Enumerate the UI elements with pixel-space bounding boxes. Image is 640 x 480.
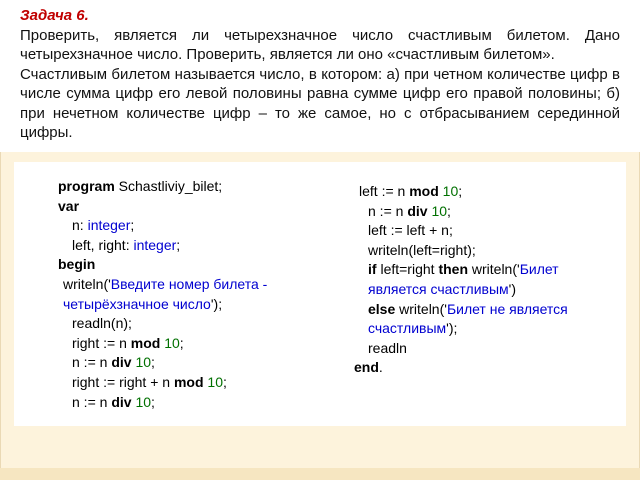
assign-text: n := n [72,393,112,410]
readln-statement: readln [368,339,407,356]
keyword: var [58,197,80,214]
keyword: end [354,359,379,376]
code-line [58,353,308,373]
semicolon: ; [179,334,184,351]
number-literal: 10 [135,393,152,410]
code-line [354,202,604,222]
program-name: Schastliviy_bilet; [114,178,223,194]
code-line [354,182,604,202]
keyword: div [111,354,132,371]
semicolon: ; [151,393,155,410]
number-literal: 10 [207,373,223,390]
string-literal: Введите номер билета - четырёхзначное число [63,275,268,312]
keyword: then [438,261,468,278]
writeln-close: '); [210,295,223,312]
type-name: integer [87,217,131,234]
code-line [354,260,604,299]
semicolon: ; [222,373,227,390]
semicolon: ; [130,217,135,234]
semicolon: ; [151,354,155,371]
code-line [58,197,308,217]
keyword: else [368,300,396,317]
code-column-left [58,177,308,412]
code-line [354,358,604,378]
assign-text: n := n [72,354,112,371]
assign-text: n := n [368,202,408,219]
writeln-open: writeln(' [63,275,111,292]
type-name: integer [133,236,177,253]
code-column-right [354,182,604,378]
code-line [58,216,308,236]
number-literal: 10 [135,354,152,371]
condition: left=right [376,261,439,278]
code-line [58,373,308,393]
writeln-open: writeln(' [395,300,447,317]
keyword: begin [58,256,96,273]
task-text [20,6,620,143]
writeln-statement: writeln(left=right); [368,241,476,258]
writeln-open: writeln(' [468,261,520,278]
code-line [58,255,308,275]
keyword: program [58,178,115,194]
task-title: Задача 6. [20,7,89,24]
semicolon: ; [458,183,463,199]
code-line [58,177,308,197]
keyword: if [368,261,377,278]
dot: . [378,359,383,376]
readln-statement: readln(n); [72,315,132,332]
number-literal: 10 [442,183,459,199]
writeln-close: ') [508,280,516,297]
code-panel [14,162,626,426]
code-line [58,334,308,354]
code-line [58,236,308,256]
writeln-close: '); [446,320,458,337]
code-line [58,393,308,413]
number-literal: 10 [164,334,180,351]
bottom-strip [0,468,640,480]
number-literal: 10 [431,202,448,219]
code-line [354,339,604,359]
assign-text: left := left + n; [368,222,453,239]
task-statement: Проверить, является ли четырехзначное число счастливым билетом. Дано четырехзначное число. Проверить, является ли оно «счастливым билетом». [20,26,620,63]
code-line [354,221,604,241]
keyword: mod [173,373,204,390]
assign-text: right := right + n [72,373,174,390]
assign-text: left := n [359,183,410,199]
code-line [58,314,308,334]
assign-text: right := n [72,334,131,351]
code-line [354,300,604,339]
semicolon: ; [176,236,181,253]
var-lr-decl: left, right: [72,236,134,253]
keyword: mod [409,183,439,199]
string-literal: Билет не является счастливым [368,300,568,337]
code-line [58,275,308,314]
task-definition: Счастливым билетом называется число, в котором: а) при четном количестве цифр в числе сумма цифр его левой половины равна сумме цифр его правой половины; б) при нечетном количестве цифр – то же самое, но с отбрасыванием серединной цифры. [20,65,620,141]
string-literal: Билет является счастливым [368,261,559,297]
keyword: mod [130,334,161,351]
task-area [0,0,640,152]
keyword: div [111,393,132,410]
keyword: div [407,202,428,219]
code-line [354,241,604,261]
var-n-decl: n: [72,217,88,234]
semicolon: ; [447,202,451,219]
